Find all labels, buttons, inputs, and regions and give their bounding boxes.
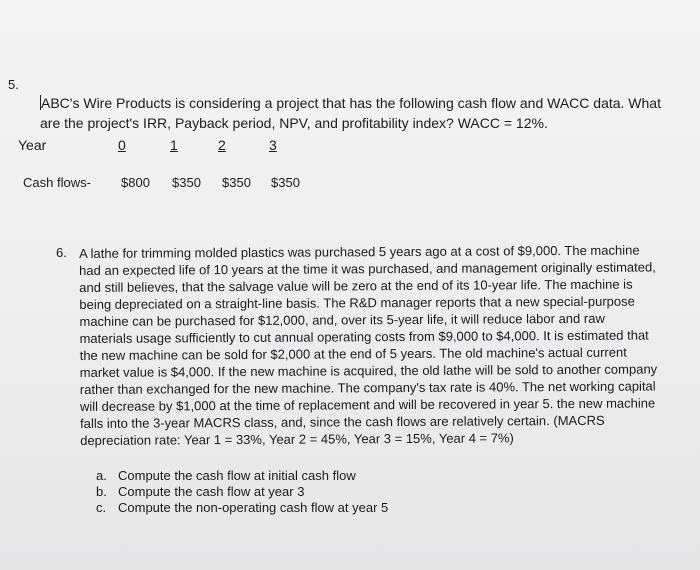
cash-flow-3: $350	[271, 175, 300, 190]
cash-flow-0: $800	[121, 175, 150, 190]
subpart-text: Compute the non-operating cash flow at year 5	[118, 500, 389, 515]
question-5-text	[40, 93, 680, 133]
cash-flow-1: $350	[172, 175, 201, 190]
cash-flow-2: $350	[222, 175, 251, 190]
subpart-text: Compute the cash flow at year 3	[118, 484, 305, 499]
year-1: 1	[170, 137, 178, 153]
year-0: 0	[118, 137, 126, 153]
subpart-text: Compute the cash flow at initial cash flow	[118, 468, 356, 483]
question-6-number: 6.	[56, 245, 67, 260]
year-2: 2	[218, 137, 226, 153]
subpart-letter: c.	[96, 500, 107, 515]
question-5-body: ABC's Wire Products is considering a project that has the following cash flow and WACC data. What are the project's IRR, Payback period, NPV, and profitability index? WACC = 12%.	[40, 95, 661, 131]
question-5-number: 5.	[8, 77, 19, 92]
subpart-letter: b.	[96, 484, 107, 499]
cash-flows-label: Cash flows-	[23, 175, 91, 190]
subpart-b	[96, 484, 388, 500]
subpart-c	[96, 500, 388, 516]
subpart-letter: a.	[96, 468, 107, 483]
subpart-a	[96, 468, 388, 484]
question-6-subparts	[96, 468, 388, 516]
year-3: 3	[269, 137, 277, 153]
year-label: Year	[18, 137, 47, 153]
question-6-text: A lathe for trimming molded plastics was purchased 5 years ago at a cost of $9,000. The machine had an expected life of 10 years at the time it was purchased, and management originally estimated, and still believes, that the salvage value will be zero at the end of its 10-year life. The machine is being depreciated on a straight-line basis. The R&D manager reports that a new special-purpose machine can be purchased for $12,000, and, over its 5-year life, it will reduce labor and raw materials usage sufficiently to cut annual operating costs from $9,000 to $4,000. It is estimated that the new machine can be sold for $2,000 at the end of 5 years. The old machine's actual current market value is $4,000. If the new machine is acquired, the old lathe will be sold to another company rather than exchanged for the new machine. The company's tax rate is 40%. The net working capital will decrease by $1,000 at the time of replacement and will be recovered in year 5. the new machine falls into the 3-year MACRS class, and, since the cash flows are relatively certain. (MACRS depreciation rate: Year 1 = 33%, Year 2 = 45%, Year 3 = 15%, Year 4 = 7%)	[79, 242, 658, 448]
